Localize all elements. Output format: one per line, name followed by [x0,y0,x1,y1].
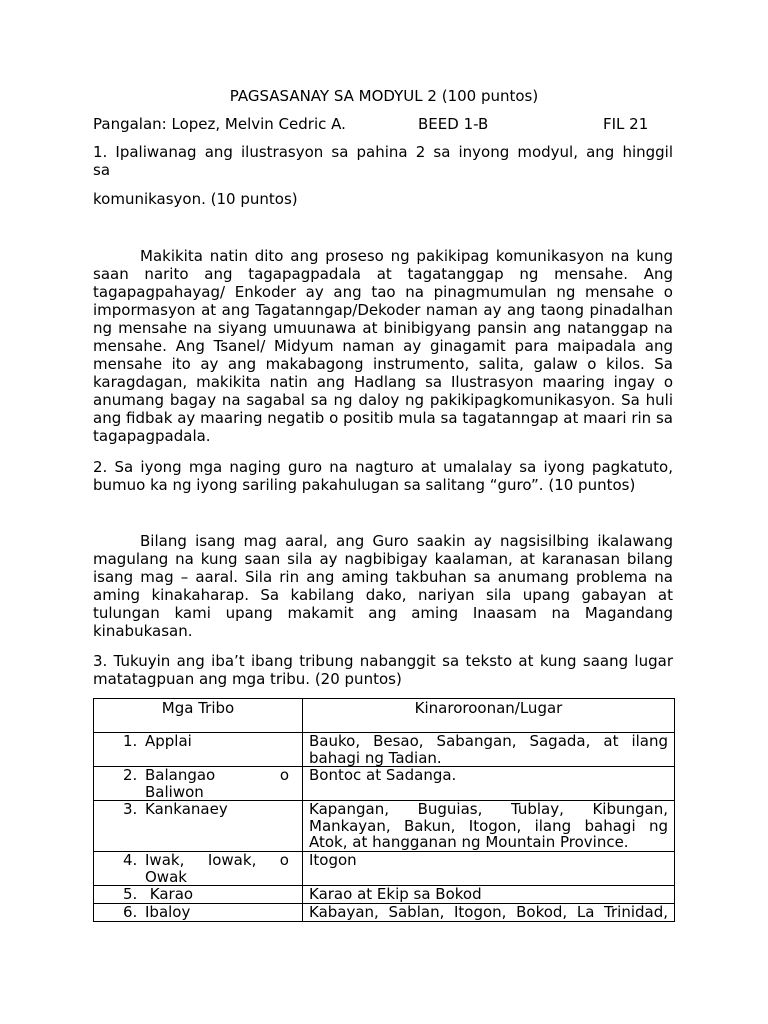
question-1-line-2: sa [93,161,111,179]
answer-2: Bilang isang mag aaral, ang Guro saakin ay nagsisilbing ikalawang magulang na kung saan sila ay nagbibigay kaalaman, at karanasan bilang isang mag – aaral. Sila rin ang aming takbuhan sa anumang problema na aming kinakaharap. Sa kabilang dako, nariyan sila upang gabayan at tulungan kami upang makamit ang aming Inaasam na Magandang kinabukasan. [93,532,673,640]
tribe-name: Karao [145,885,194,903]
table-header-row [94,699,675,733]
tribe-name: Applai [145,732,192,750]
question-3: 3. Tukuyin ang iba’t ibang tribung nabanggit sa teksto at kung saang lugar matatagpuan ang mga tribu. (20 puntos) [93,652,673,688]
row-number: 5. [123,885,138,903]
table-row [94,904,675,922]
row-number: 4. [123,851,138,869]
tribe-name: Ibaloy [145,903,191,921]
table-row [94,886,675,904]
tribes-table [93,698,675,922]
location-cell: Kapangan, Buguias, Tublay, Kibungan, Mankayan, Bakun, Itogon, ilang bahagi ng Atok, at hangganan ng Mountain Province. [303,801,675,852]
question-1-line-1: 1. Ipaliwanag ang ilustrasyon sa pahina 2 sa inyong modyul, ang hinggil [93,143,673,161]
table-row [94,801,675,852]
tribe-name: Iwak, Iowak, o [145,851,289,869]
subject-code: FIL 21 [603,115,649,133]
location-cell: Bauko, Besao, Sabangan, Sagada, at ilang bahagi ng Tadian. [303,733,675,767]
tribe-cell [94,801,303,852]
tribe-cell [94,733,303,767]
student-section: BEED 1-B [418,115,489,133]
tribe-cell [94,852,303,886]
table-row [94,767,675,801]
column-header-location: Kinaroroonan/Lugar [303,699,675,733]
tribe-name: Kankanaey [145,800,228,818]
location-cell: Kabayan, Sablan, Itogon, Bokod, La Trinidad, [303,904,675,922]
tribe-name: Balangao o [145,766,289,784]
tribe-name-continued: Baliwon [145,782,204,801]
row-number: 2. [123,766,138,784]
tribe-name-continued: Owak [145,867,187,886]
location-cell: Bontoc at Sadanga. [303,767,675,801]
tribe-cell [94,767,303,801]
row-number: 6. [123,903,138,921]
question-1-line-3: komunikasyon. (10 puntos) [93,190,298,208]
location-cell: Itogon [303,852,675,886]
location-cell: Karao at Ekip sa Bokod [303,886,675,904]
page-title: PAGSASANAY SA MODYUL 2 (100 puntos) [229,87,539,105]
row-number: 3. [123,800,138,818]
tribe-cell [94,886,303,904]
row-number: 1. [123,732,138,750]
student-name: Pangalan: Lopez, Melvin Cedric A. [93,115,346,133]
tribe-cell [94,904,303,922]
table-row [94,733,675,767]
answer-1: Makikita natin dito ang proseso ng pakikipag komunikasyon na kung saan narito ang tagapagpadala at tagatanggap ng mensahe. Ang tagapagpahayag/ Enkoder ay ang tao na pinagmumulan ng mensahe o impormasyon at ang Tagatanngap/Dekoder naman ay ang taong pinadalhan ng mensahe na siyang umuunawa at binibigyang pansin ang natanggap na mensahe. Ang Tsanel/ Midyum naman ay ginagamit para maipadala ang mensahe ito ay ang makabagong instrumento, salita, galaw o kilos. Sa karagdagan, makikita natin ang Hadlang sa Ilustrasyon maaring ingay o anumang bagay na sagabal sa ng daloy ng pakikipagkomunikasyon. Sa huli ang fidbak ay maaring negatib o positib mula sa tagatanngap at maari rin sa tagapagpadala. [93,247,673,445]
question-2: 2. Sa iyong mga naging guro na nagturo at umalalay sa iyong pagkatuto, bumuo ka ng iyong sariling pakahulugan sa salitang “guro”. (10 puntos) [93,458,673,494]
table-row [94,852,675,886]
column-header-tribe: Mga Tribo [94,699,303,733]
